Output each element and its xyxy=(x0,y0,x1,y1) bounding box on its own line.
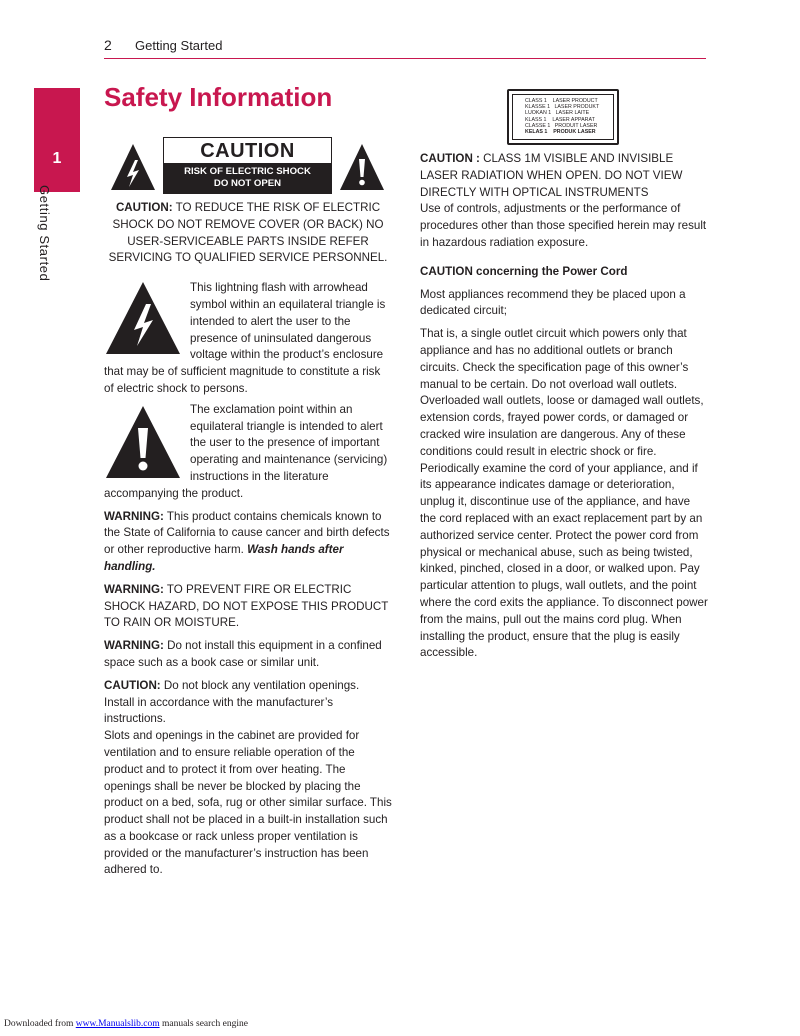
power-cord-heading: CAUTION concerning the Power Cord xyxy=(420,264,628,278)
laser-label-line: KLASS 1 LASER APPARAT xyxy=(525,116,595,123)
right-column xyxy=(420,151,708,668)
power-cord-paragraph-1: Most appliances recommend they be placed upon a dedicated circuit; xyxy=(420,287,686,318)
footer-suffix: manuals search engine xyxy=(159,1019,248,1029)
laser-label-line: KLASSE 1 LASER PRODUKT xyxy=(525,104,600,111)
laser-label-line: KELAS 1 PRODUK LASER xyxy=(525,129,596,136)
warning-confined-space-paragraph xyxy=(104,638,392,672)
exclamation-triangle-icon xyxy=(104,404,182,480)
lightning-symbol-description: This lightning flash with arrowhead symbol within an equilateral triangle is intended to alert the user to the presence of uninsulated dangerous voltage within the product’s enclosure that may be of sufficient magnitude to constitute a risk of electric shock to persons. xyxy=(104,281,386,395)
caution-paragraph xyxy=(104,200,392,267)
caution-sign-subtitle-line: DO NOT OPEN xyxy=(213,178,282,189)
warning-text: Do not install this equipment in a confined space such as a book case or similar unit. xyxy=(104,639,382,669)
caution-ventilation-paragraph xyxy=(104,678,392,728)
controls-warning-paragraph: Use of controls, adjustments or the performance of procedures other than those specified herein may result in hazardous radiation exposure. xyxy=(420,202,707,249)
exclamation-warning-icon xyxy=(338,142,386,192)
chapter-side-label: Getting Started xyxy=(37,185,52,282)
slots-openings-paragraph: Slots and openings in the cabinet are provided for ventilation and to ensure reliable operation of the product and to protect it from over heating. The openings shall be never be blocked by placing the product on a bed, sofa, rug or other similar surface. This product shall not be placed in a built-in installation such as a bookcase or rack unless proper ventilation is provided or the manufacturer’s instruction has been adhered to. xyxy=(104,729,392,877)
page-number: 2 xyxy=(104,37,112,53)
chapter-number: 1 xyxy=(52,150,62,167)
laser-label-line: CLASS 1 LASER PRODUCT xyxy=(525,98,598,104)
power-cord-paragraph-2: That is, a single outlet circuit which powers only that appliance and has no additional outlets or branch circuits. Check the specification page of this owner’s manual to be certain. Do not overload wall outlets. Overloaded wall outlets, loose or damaged wall outlets, extension cords, frayed power cords, or damaged or cracked wire insulation are dangerous. Any of these conditions could result in electric shock or fire. Periodically examine the cord of your appliance, and if its appearance indicates damage or deterioration, unplug it, discontinue use of the appliance, and have the cord replaced with an exact replacement part by an authorized service center. Protect the power cord from physical or mechanical abuse, such as being twisted, kinked, pinched, closed in a door, or walked upon. Pay particular attention to plugs, wall outlets, and the point where the cord exits the appliance. To disconnect power from the mains, pull out the mains cord plug. When installing the product, ensure that the plug is easily accessible. xyxy=(420,327,708,660)
page-title: Safety Information xyxy=(104,82,333,112)
caution-label: CAUTION: xyxy=(115,201,173,214)
page-header xyxy=(104,36,706,59)
laser-label-line: CLASSE 1 PRODUIT LASER xyxy=(525,122,598,129)
caution-sign xyxy=(163,137,332,194)
header-section-title: Getting Started xyxy=(135,38,223,53)
warning-california-paragraph xyxy=(104,509,392,576)
caution-text: Do not block any ventilation openings. Install in accordance with the manufacturer’s instructions. xyxy=(104,678,360,726)
wash-hands-emphasis: Wash hands after handling. xyxy=(104,543,344,573)
caution-sign-subtitle-line: RISK OF ELECTRIC SHOCK xyxy=(184,166,311,177)
warning-label: WARNING: xyxy=(104,582,164,596)
footer-prefix: Downloaded from xyxy=(4,1019,76,1029)
warning-fire-paragraph xyxy=(104,582,392,632)
laser-label-text xyxy=(512,94,614,140)
laser-caution-paragraph xyxy=(420,151,708,201)
warning-text: This product contains chemicals known to the State of California to cause cancer and birth defects or other reproductive harm. xyxy=(104,509,390,557)
exclamation-symbol-description: The exclamation point within an equilateral triangle is intended to alert the user to the presence of important operating and maintenance (servicing) instructions in the literature accompanying the product. xyxy=(104,402,388,500)
caution-text: CLASS 1M VISIBLE AND INVISIBLE LASER RADIATION WHEN OPEN. DO NOT VIEW DIRECTLY WITH OPTICAL INSTRUMENTS xyxy=(420,152,683,199)
caution-text: TO REDUCE THE RISK OF ELECTRIC SHOCK DO NOT REMOVE COVER (OR BACK) NO USER-SERVICEABLE PARTS INSIDE REFER SERVICING TO QUALIFIED SERVICE PERSONNEL. xyxy=(108,201,388,265)
caution-sign-heading: CAUTION xyxy=(200,140,295,162)
caution-label: CAUTION: xyxy=(104,678,161,692)
warning-label: WARNING: xyxy=(104,509,164,523)
warning-text: TO PREVENT FIRE OR ELECTRIC SHOCK HAZARD, DO NOT EXPOSE THIS PRODUCT TO RAIN OR MOISTURE. xyxy=(104,582,389,630)
warning-label: WARNING: xyxy=(104,639,164,653)
lightning-triangle-icon xyxy=(104,280,182,356)
download-footer xyxy=(4,1019,248,1029)
caution-sign-subtitle xyxy=(164,163,331,193)
lightning-warning-icon xyxy=(109,142,157,192)
chapter-tab xyxy=(34,88,80,192)
laser-product-label xyxy=(507,89,619,145)
caution-label: CAUTION : xyxy=(420,152,480,165)
manualslib-link[interactable]: www.Manualslib.com xyxy=(75,1019,160,1029)
left-column xyxy=(104,200,392,885)
laser-label-line: LUOKAN 1 LASER LAITE xyxy=(525,110,590,117)
